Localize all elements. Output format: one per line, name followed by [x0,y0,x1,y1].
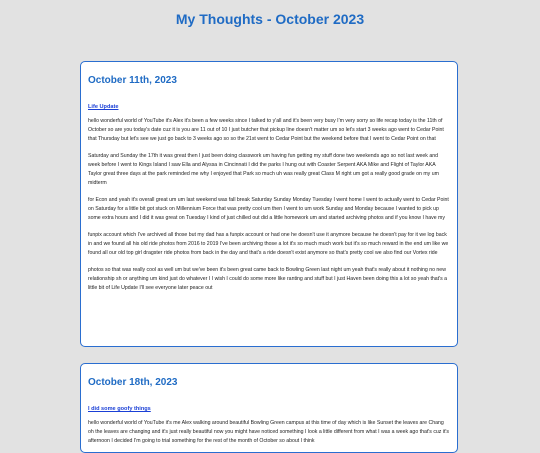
post-date: October 18th, 2023 [88,377,178,388]
post-paragraph: photos so that was really cool as well um but we've been it's been great came back to Bowling Green last night um yeah that's really about it nothing no new relationship sh or anything um kind just do whatever I I wish I could do some more like ranting and stuff but I just Haven been doing this a lot so yeah that's a little bit of Life Update I'll see everyone later peace out [88,267,448,291]
post-paragraph: hello wonderful world of YouTube it's me Alex walking around beautiful Bowling Green campus at this time of day which is like Sunset the leaves are Chang oh the leaves are changing and it's just really beautiful now you might have noticed something I look a little different from what I was a week ago that's cuz it's afternoon I decided I'm going to trial something for the rest of the month of October so about I think [88,420,450,444]
post-paragraph: Saturday and Sunday the 17th it was great then I just been doing classwork um having fun getting my stuff done two weekends ago so not last week and week before I went to Kings Island I saw Ella and Alyssa in Cincinnati I did the parks I hung out with Coaster Serpent AKA Mike and Flight of Taylor AKA Taylor great three days at the park reminded me why I enjoyed that Park so much uh was really great Class M right um got a really good grade on my um midterm [88,153,439,186]
post-link[interactable]: I did some goofy things [88,406,151,412]
post-card [80,363,458,453]
post-link[interactable]: Life Update [88,104,119,110]
post-card [80,61,458,347]
page-title: My Thoughts - October 2023 [175,11,365,27]
post-paragraph: for Econ and yeah it's overall great um um last weekend was fall break Saturday Sunday Monday Tuesday I went home I went to actually went to Cedar Point on Saturday for a little bit got stuck on Millennium Force that was pretty cool um then I went to um work Sunday and Monday because I wanted to pick up some extra hours and I did it was great on Tuesday I kind of just chilled out did a little homework um and started archiving photos and if you know I have my [88,197,449,221]
post-paragraph: funpix account which I've archived all those but my dad has a funpix account or had one he doesn't use it anymore because he doesn't pay for it we log back in and we found all his old ride photos from 2016 to 2019 I've been archiving those a lot it's so much much work but it's so much reward in the end um like we found all our old top girl dragster ride photos from back in the day and that's a ride doesn't exist anymore so that's pretty cool we also find our Vortex ride [88,232,449,256]
post-date: October 11th, 2023 [88,75,177,86]
post-paragraph: hello wonderful world of YouTube it's Alex it's been a few weeks since I talked to y'all and it's been very busy I'm very sorry so life recap today is the 11th of October so are you today's date cuz it is you are 11 out of 10 I just butcher that pickup line doesn't matter um so let's start 3 weeks ago went to Cedar Point that Thursday but let's see we just go back to 3 weeks ago so so the 21st went to Cedar Point but the weekend before that I went to Cedar Point on that [88,118,444,142]
